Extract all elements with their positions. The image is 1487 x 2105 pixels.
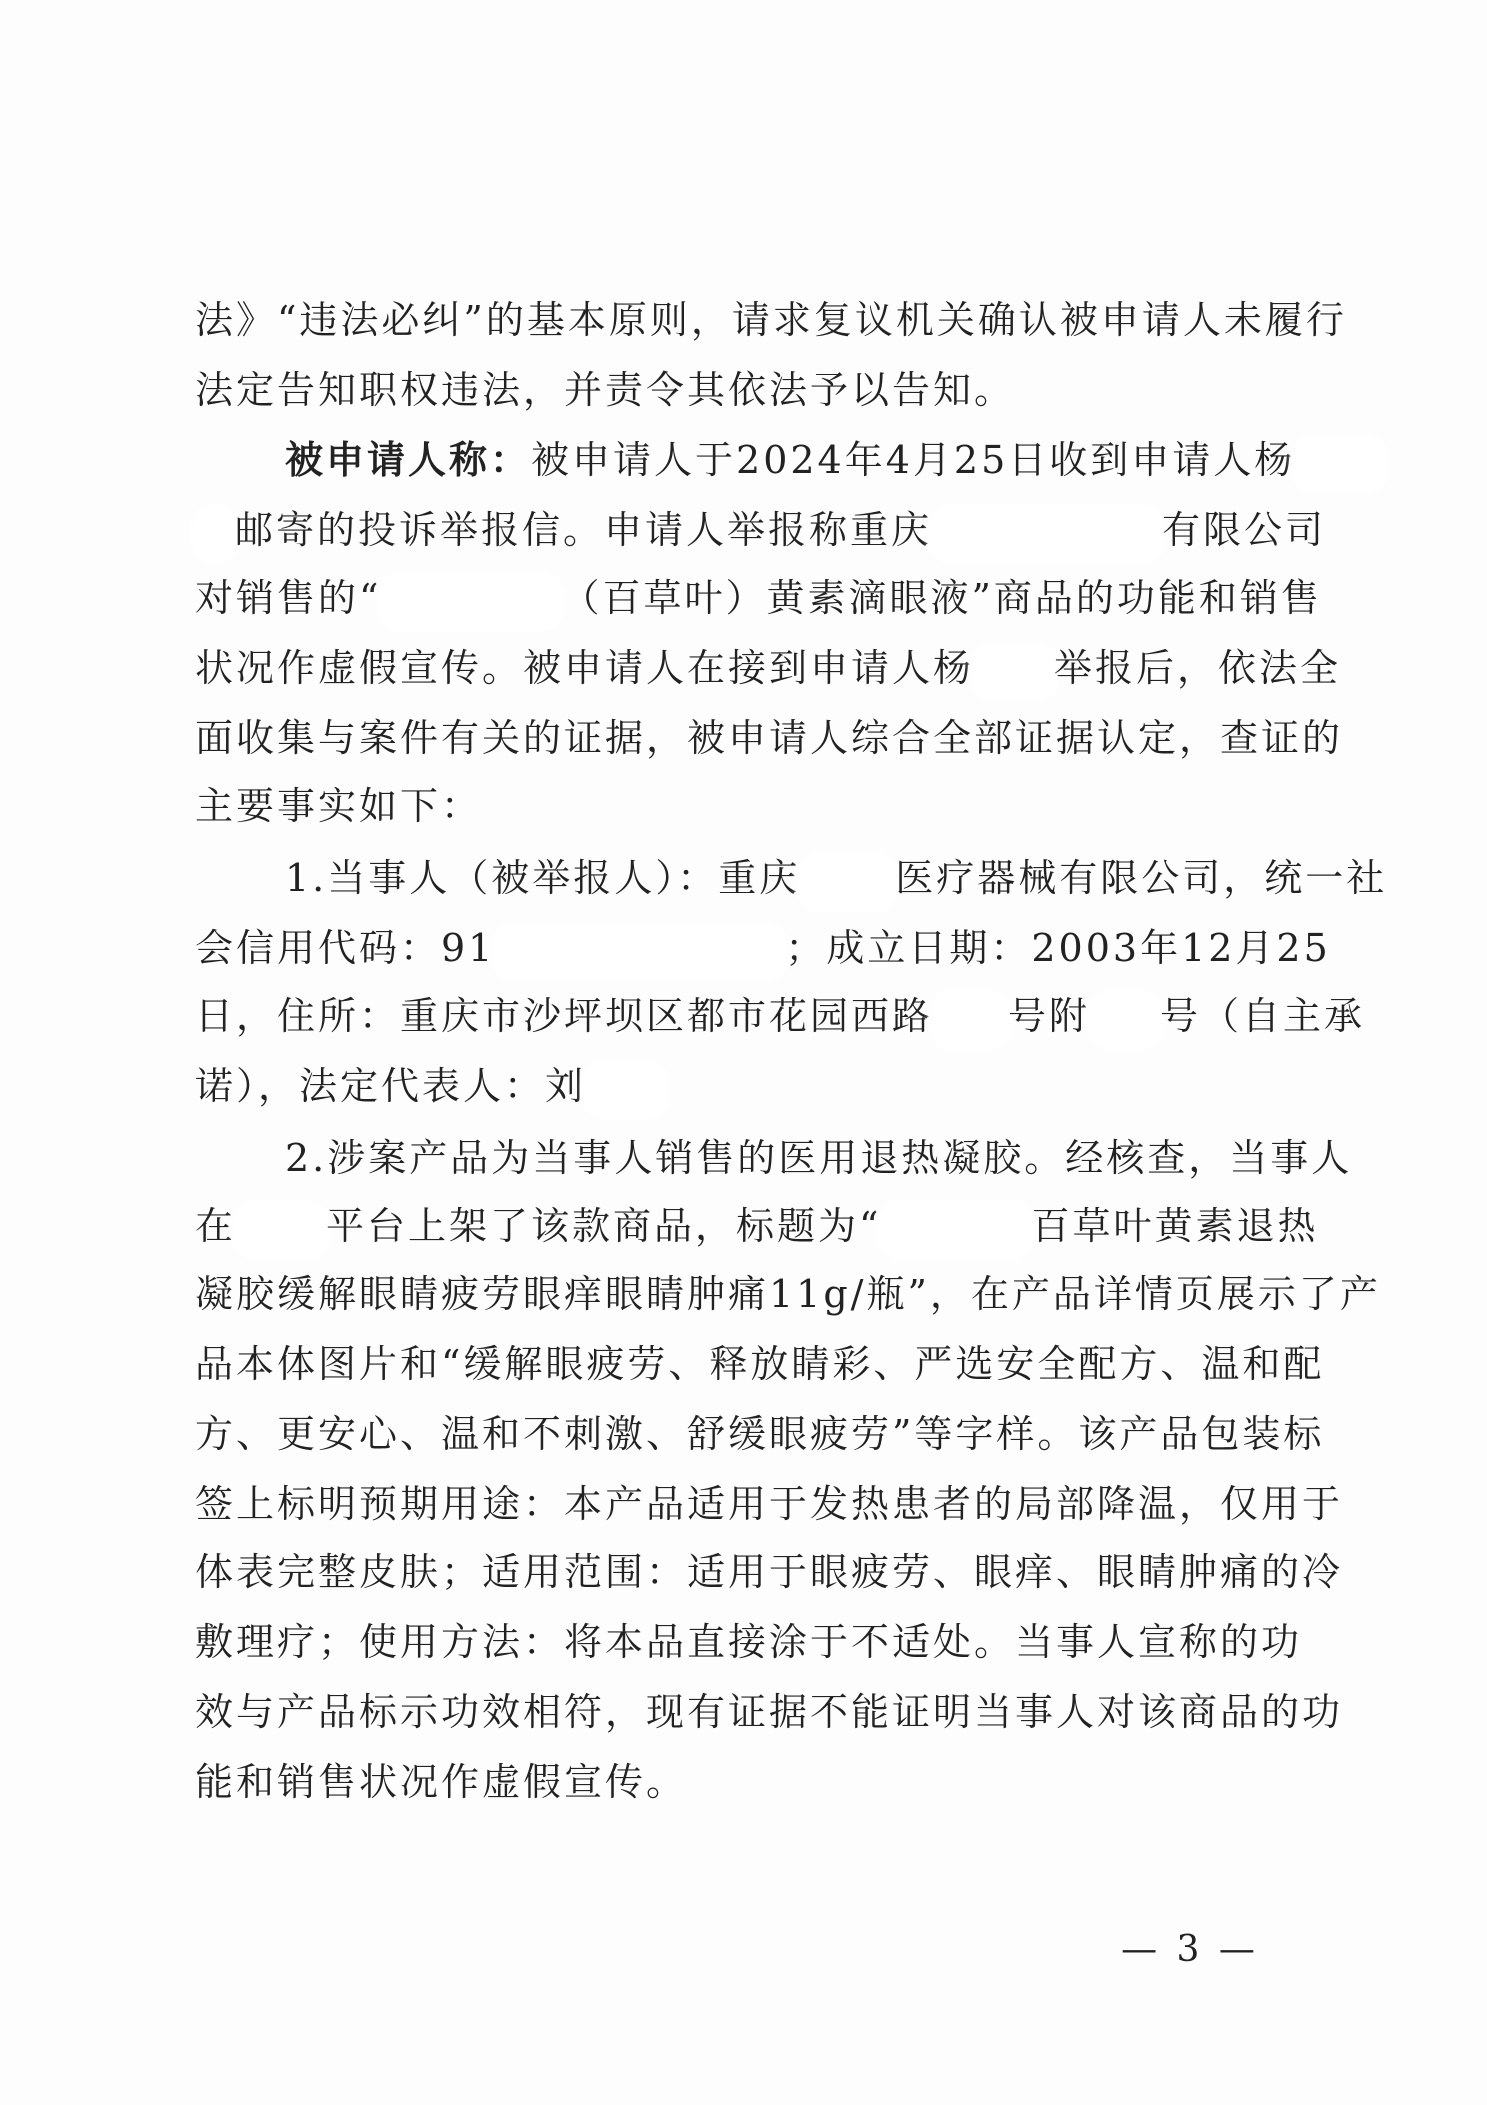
text-line [195,568,1322,628]
text-segment: 面收集与案件有关的证据，被申请人综合全部证据认定，查证的 [195,716,1344,760]
text-line [195,290,1347,350]
text-line [195,1474,1344,1534]
redaction-mark [881,1204,1031,1256]
text-segment: ；成立日期：2003年12月25 [785,926,1331,970]
text-line [195,1264,1381,1324]
redaction-mark [381,576,561,628]
text-line [285,1128,1353,1188]
text-line [195,1612,1315,1672]
text-segment: 日，住所：重庆市沙坪坝区都市花园西路 [195,994,934,1038]
redaction-mark [236,1204,326,1256]
redaction-mark [495,926,785,978]
redaction-mark [1090,994,1160,1046]
redaction-mark [932,508,1162,560]
text-line [195,1196,1319,1256]
text-segment: 状况作虚假宣传。被申请人在接到申请人杨 [195,646,975,690]
text-segment: 百草叶黄素退热 [1031,1204,1319,1248]
text-line [195,1056,1315,1116]
page-number: — 3 — [1121,1929,1259,1970]
text-line [285,848,1388,908]
text-segment: 有限公司 [1162,508,1327,552]
redaction-mark [933,994,1008,1046]
text-segment: 品本体图片和“缓解眼疲劳、释放睛彩、严选安全配方、温和配 [195,1342,1325,1386]
text-line [195,1682,1344,1742]
text-segment: 医疗器械有限公司，统一社 [895,856,1388,900]
text-segment: 会信用代码：91 [195,926,496,970]
text-segment: 邮寄的投诉举报信。申请人举报称重庆 [235,508,933,552]
redaction-mark [586,1064,666,1116]
redaction-mark [195,508,235,560]
text-segment: 被申请人于2024年4月25日收到申请人杨 [531,438,1296,482]
redaction-mark [1295,438,1385,490]
respondent-heading: 被申请人称： [285,437,532,482]
text-line [195,1752,1315,1812]
text-segment: 主要事实如下： [195,784,483,828]
text-line [195,638,1342,698]
text-line [285,430,1315,490]
text-segment: 诺），法定代表人：刘 [195,1064,587,1108]
text-segment: 能和销售状况作虚假宣传。 [195,1760,688,1804]
text-line [195,986,1366,1046]
text-segment: 平台上架了该款商品，标题为“ [326,1204,882,1248]
text-segment: 凝胶缓解眼睛疲劳眼痒眼睛肿痛11g/瓶”，在产品详情页展示了产 [195,1272,1381,1316]
text-segment: 体表完整皮肤；适用范围：适用于眼疲劳、眼痒、眼睛肿痛的冷 [195,1550,1344,1594]
text-line [195,1334,1325,1394]
text-segment: 2.涉案产品为当事人销售的医用退热凝胶。经核查，当事人 [285,1136,1353,1180]
text-line [195,776,1315,836]
text-line [195,1404,1325,1464]
text-segment: 在 [195,1204,237,1248]
text-line [195,500,1327,560]
text-segment: 敷理疗；使用方法：将本品直接涂于不适处。当事人宣称的功 [195,1620,1303,1664]
text-segment: 对销售的“ [195,576,382,620]
text-segment: 效与产品标示功效相符，现有证据不能证明当事人对该商品的功 [195,1690,1344,1734]
text-segment: 法定告知职权违法，并责令其依法予以告知。 [195,368,1016,412]
text-segment: 签上标明预期用途：本产品适用于发热患者的局部降温，仅用于 [195,1482,1344,1526]
text-segment: 1.当事人（被举报人）：重庆 [285,856,801,900]
redaction-mark [974,646,1054,698]
text-segment: 举报后，依法全 [1054,646,1342,690]
text-line [195,360,1315,420]
text-segment: 法》“违法必纠”的基本原则，请求复议机关确认被申请人未履行 [195,298,1347,342]
text-line [195,918,1331,978]
text-segment: （百草叶）黄素滴眼液”商品的功能和销售 [561,576,1322,620]
text-line [195,708,1344,768]
text-segment: 方、更安心、温和不刺激、舒缓眼疲劳”等字样。该产品包装标 [195,1412,1325,1456]
text-segment: 号（自主承 [1160,994,1366,1038]
redaction-mark [800,856,895,908]
text-segment: 号附 [1008,994,1091,1038]
text-line [195,1542,1344,1602]
